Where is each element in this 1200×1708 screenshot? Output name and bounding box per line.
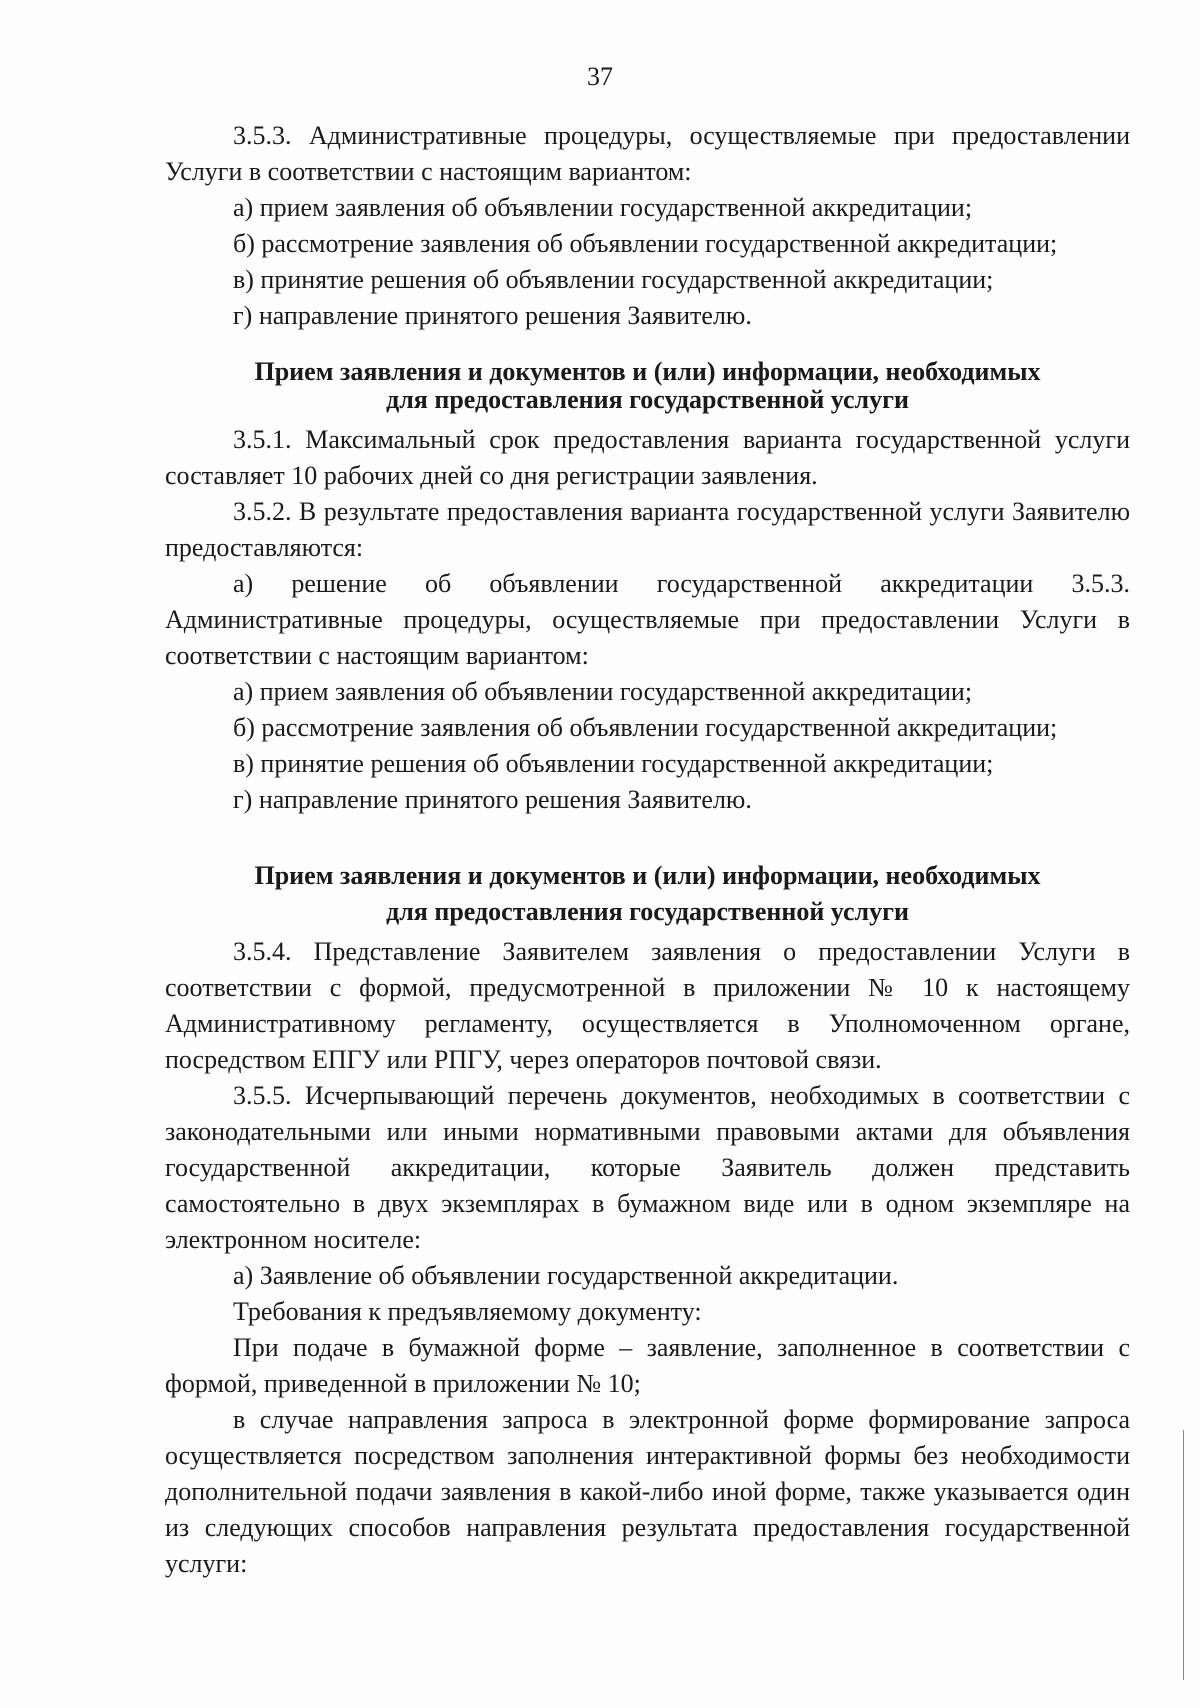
paragraph-electronic-form: в случае направления запроса в электронной форме формирование запроса осуществляется посредством заполнения интерактивной формы без необходимости дополнительной подачи заявления в какой-либо иной форме, также указывается один из следующих способов направления результата предоставления государственной услуги: bbox=[165, 1405, 1130, 1578]
paragraph-3-5-4: 3.5.4. Представление Заявителем заявления о предоставлении Услуги в соответствии с формой, предусмотренной в приложении № 10 к настоящему Административному регламенту, осуществляется в Уполномоченном органе, посредством ЕПГУ или РПГУ, через операторов почтовой связи. bbox=[165, 937, 1130, 1074]
section-heading-line2: для предоставления государственной услуги bbox=[386, 385, 909, 414]
section-heading bbox=[165, 358, 1130, 414]
list-item: в) принятие решения об объявлении государственной аккредитации; bbox=[233, 265, 994, 294]
list-item: в) принятие решения об объявлении государственной аккредитации; bbox=[233, 749, 994, 778]
paragraph-requirements: Требования к предъявляемому документу: bbox=[233, 1297, 702, 1326]
list-item: а) прием заявления об объявлении государственной аккредитации; bbox=[233, 677, 973, 706]
paragraph-decision: а) решение об объявлении государственной аккредитации 3.5.3. Административные процедуры, осуществляемые при предоставлении Услуги в соответствии с настоящим вариантом: bbox=[165, 569, 1130, 670]
list-item: б) рассмотрение заявления об объявлении государственной аккредитации; bbox=[233, 713, 1058, 742]
list-item: а) прием заявления об объявлении государственной аккредитации; bbox=[233, 193, 973, 222]
paragraph-application: а) Заявление об объявлении государственной аккредитации. bbox=[233, 1261, 899, 1290]
section-heading-line1: Прием заявления и документов и (или) информации, необходимых bbox=[254, 357, 1041, 386]
section-heading bbox=[165, 858, 1130, 930]
page-number: 37 bbox=[587, 62, 613, 91]
paragraph-3-5-3-lead: 3.5.3. Административные процедуры, осуществляемые при предоставлении Услуги в соответствии с настоящим вариантом: bbox=[165, 121, 1130, 186]
paragraph-3-5-2: 3.5.2. В результате предоставления варианта государственной услуги Заявителю предоставляются: bbox=[165, 497, 1130, 562]
paragraph-3-5-5: 3.5.5. Исчерпывающий перечень документов, необходимых в соответствии с законодательными или иными нормативными правовыми актами для объявления государственной аккредитации, которые Заявитель должен представить самостоятельно в двух экземплярах в бумажном виде или в одном экземпляре на электронном носителе: bbox=[165, 1081, 1130, 1254]
section-heading-line2: для предоставления государственной услуги bbox=[386, 897, 909, 926]
section-heading-line1: Прием заявления и документов и (или) информации, необходимых bbox=[254, 861, 1041, 890]
paragraph-paper-form: При подаче в бумажной форме – заявление, заполненное в соответствии с формой, приведенной в приложении № 10; bbox=[165, 1333, 1130, 1398]
list-item: г) направление принятого решения Заявителю. bbox=[233, 785, 752, 814]
list-item: г) направление принятого решения Заявителю. bbox=[233, 301, 752, 330]
document-body bbox=[165, 118, 1130, 1582]
scan-edge-line bbox=[1183, 1430, 1184, 1680]
list-item: б) рассмотрение заявления об объявлении государственной аккредитации; bbox=[233, 229, 1058, 258]
paragraph-3-5-1: 3.5.1. Максимальный срок предоставления варианта государственной услуги составляет 10 рабочих дней со дня регистрации заявления. bbox=[165, 425, 1130, 490]
